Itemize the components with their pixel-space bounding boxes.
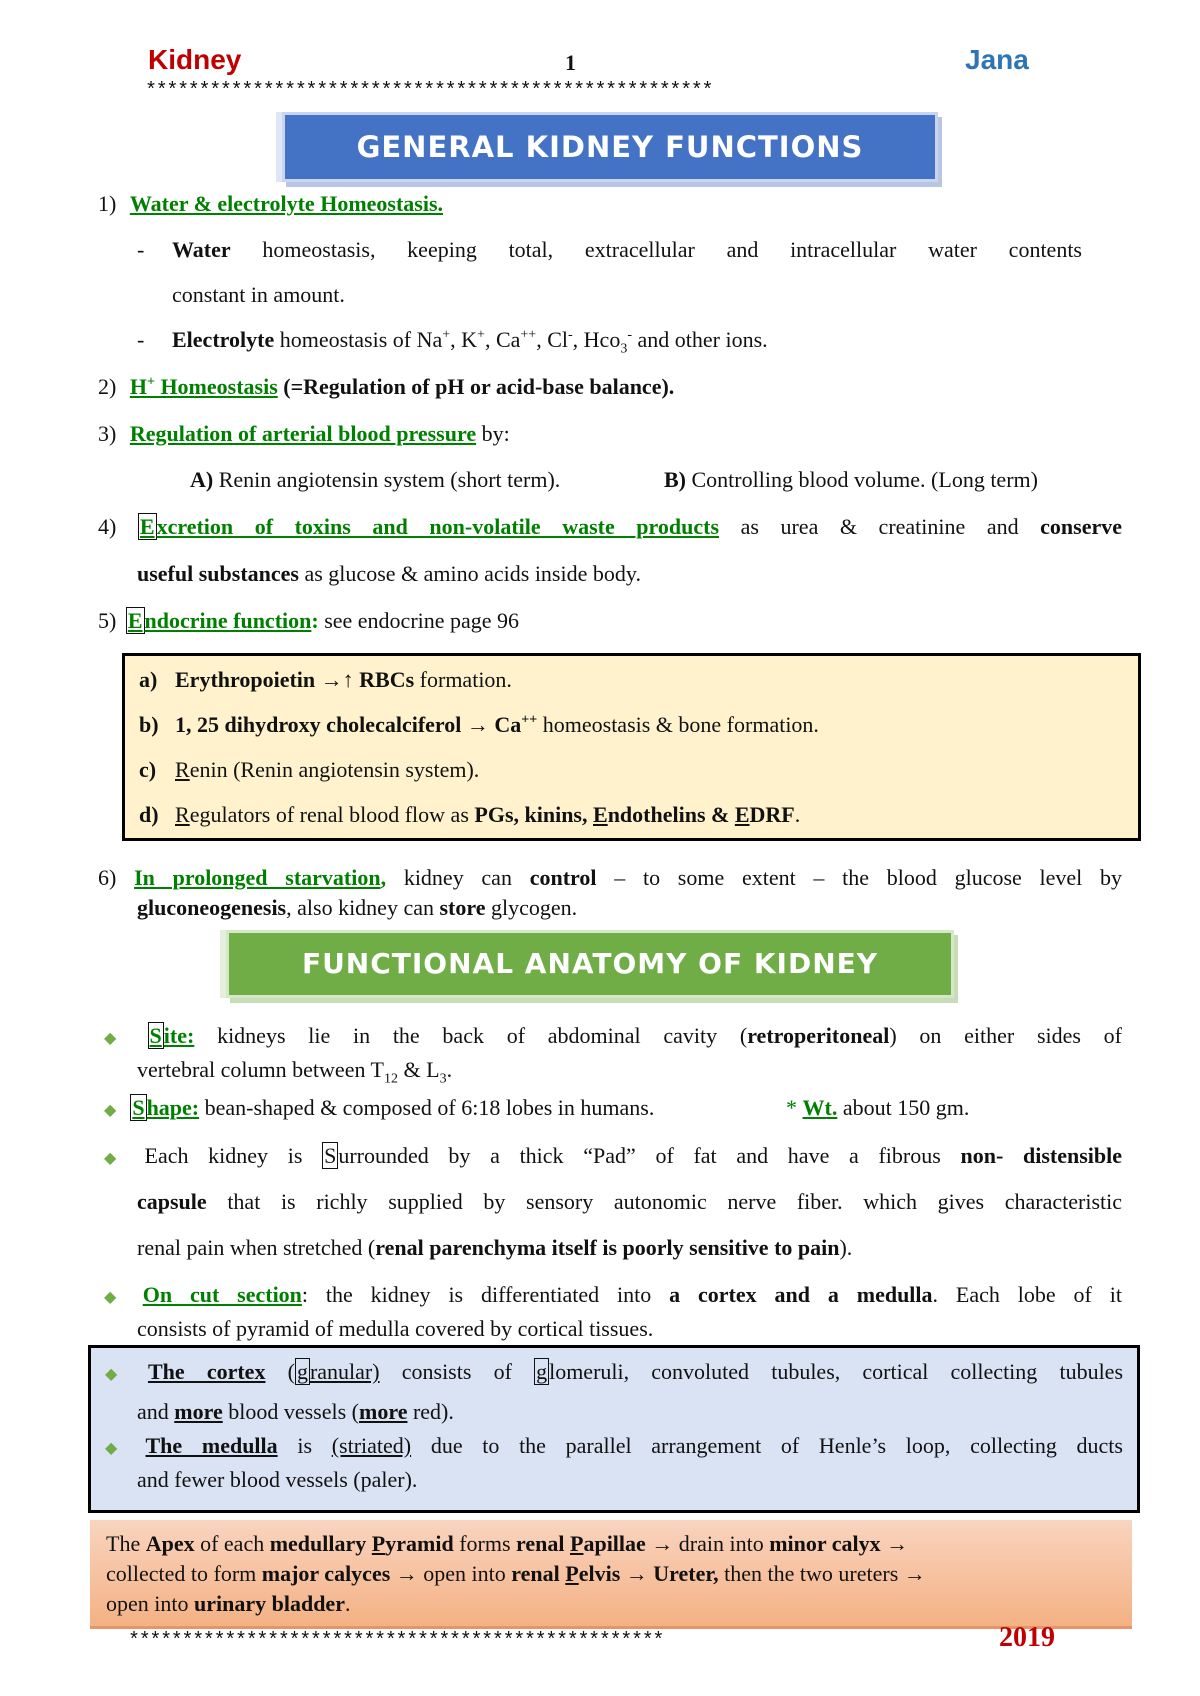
diamond-bullet-icon: ◆ [104, 1150, 131, 1167]
diamond-bullet-icon: ◆ [105, 1440, 132, 1457]
boxed-letter: E [139, 514, 155, 539]
text: ranular) [309, 1359, 380, 1384]
electrolyte-dash: - [137, 327, 145, 352]
item-4-bold: conserve [1040, 514, 1123, 539]
bold: more [174, 1399, 223, 1424]
h-char: H [129, 374, 147, 399]
text: collected to form [106, 1561, 262, 1586]
sub-label: B) [664, 467, 686, 492]
underlined-letter: P [570, 1531, 584, 1556]
urine-pathway-box [90, 1520, 1132, 1629]
footer-star-divider: ************************************************** [128, 1630, 664, 1653]
text: due to the parallel arrangement of Henle’s loop, collecting ducts [411, 1433, 1123, 1458]
diamond-bullet-icon: ◆ [105, 1366, 134, 1383]
weight-heading: Wt. [802, 1095, 838, 1120]
text: urrounded by a thick “Pad” of fat and have a fibrous [338, 1143, 961, 1168]
bold: Erythropoietin [175, 667, 321, 692]
text: : the kidney is differentiated into [301, 1282, 670, 1307]
item-1-heading [98, 190, 443, 218]
bold: major calyces [261, 1561, 391, 1586]
sup: ++ [521, 712, 538, 728]
item-4-rest: as urea & creatinine and [719, 514, 1041, 539]
bold: non- distensible [960, 1143, 1122, 1168]
water-homeostasis-line1 [172, 236, 1082, 264]
shape-line [104, 1094, 654, 1125]
item-heading-text: Regulation of arterial blood pressure [129, 421, 477, 446]
item-5-rest: see endocrine page 96 [318, 608, 520, 633]
bold: Ureter, [653, 1561, 719, 1586]
sup: + [477, 327, 485, 343]
bold: retroperitoneal [747, 1023, 890, 1048]
text: ). [839, 1235, 853, 1260]
item-3-rest: by: [476, 421, 510, 446]
boxed-letter: S [149, 1023, 162, 1048]
bold: ndothelins & [607, 802, 735, 827]
pathway-line1 [106, 1530, 908, 1558]
item-3-heading [98, 420, 510, 448]
bold: PGs, kinins, [474, 802, 593, 827]
bold: control [529, 865, 597, 890]
h-text: hape: [146, 1095, 200, 1120]
h-text: ndocrine function [144, 608, 312, 633]
sup: - [627, 327, 632, 343]
item-6-line1 [98, 864, 1122, 892]
electrolyte-homeostasis-line [172, 326, 768, 357]
comma: , [380, 865, 387, 890]
cut-section-line2: consists of pyramid of medulla covered by cortical tissues. [137, 1316, 654, 1341]
bold: useful substances [137, 561, 299, 586]
text: vertebral column between T [137, 1057, 384, 1082]
text: (striated) [331, 1433, 412, 1458]
bold: 1, 25 dihydroxy cholecalciferol [175, 712, 467, 737]
bold: urinary bladder [194, 1591, 345, 1616]
electrolyte-bold: Electrolyte [172, 327, 275, 352]
endocrine-item-d [139, 801, 800, 829]
cortex-line1 [105, 1358, 1123, 1389]
sub-label: A) [190, 467, 214, 492]
bold: yramid [385, 1531, 454, 1556]
diamond-bullet-icon: ◆ [104, 1030, 134, 1047]
header-chapter-title: Kidney [148, 44, 242, 75]
page-number: 1 [565, 50, 576, 75]
section-banner-general-functions: GENERAL KIDNEY FUNCTIONS [282, 112, 938, 182]
arrow-up-icon: →↑ [320, 667, 354, 692]
weight-note [786, 1094, 969, 1122]
header-star-divider: ***************************************************** [145, 80, 713, 103]
endocrine-functions-box [122, 653, 1141, 841]
text: . [344, 1591, 351, 1616]
medulla-line1 [105, 1432, 1123, 1463]
sub: 12 [384, 1071, 398, 1087]
bold: elvis [578, 1561, 621, 1586]
item-2-heading [98, 373, 674, 401]
item-4-line2 [137, 560, 641, 588]
bold: more [359, 1399, 408, 1424]
item-number: 2) [98, 374, 117, 399]
underlined-letter: R [175, 802, 190, 827]
item-heading-text: In prolonged starvation [134, 865, 381, 890]
text: forms [453, 1531, 517, 1556]
item-heading-text [130, 374, 278, 399]
text: of each [194, 1531, 270, 1556]
text: is [277, 1433, 332, 1458]
water-homeostasis-line2: constant in amount. [172, 282, 345, 307]
sup: ++ [520, 327, 537, 343]
item-number: 4) [98, 514, 117, 539]
text: → [620, 1561, 654, 1586]
elec-text: , Hco [572, 327, 621, 352]
text: red). [407, 1399, 454, 1424]
label: a) [139, 667, 158, 692]
item-3-sub-a [190, 466, 560, 494]
item-number: 5) [98, 608, 117, 633]
text: kidneys lie in the back of abdominal cavity ( [194, 1023, 748, 1048]
underlined-letter: P [371, 1531, 386, 1556]
boxed-letter: S [324, 1143, 337, 1168]
colon: : [311, 608, 319, 633]
boxed-letter: g [296, 1359, 308, 1384]
elec-text: , Ca [484, 327, 521, 352]
sub: 3 [620, 341, 628, 357]
arrow-right-icon: → [466, 712, 489, 737]
elec-text: , Cl [536, 327, 568, 352]
item-4-line1 [98, 513, 1122, 541]
h-text: ite: [163, 1023, 195, 1048]
text: bean-shaped & composed of 6:18 lobes in humans. [199, 1095, 655, 1120]
boxed-letter: g [536, 1359, 548, 1384]
footer-year: 2019 [999, 1622, 1055, 1653]
surround-line2 [137, 1188, 1122, 1216]
elec-text: , K [450, 327, 478, 352]
water-bold: Water [172, 237, 231, 262]
boxed-letter: S [132, 1095, 145, 1120]
bold: DRF [749, 802, 795, 827]
text: blood vessels ( [222, 1399, 359, 1424]
item-heading-text: Water & electrolyte Homeostasis. [129, 191, 444, 216]
sub: 3 [439, 1071, 447, 1087]
bold: apillae [583, 1531, 646, 1556]
item-3-sub-b [664, 466, 1038, 494]
text: → open into [390, 1561, 512, 1586]
diamond-bullet-icon: ◆ [104, 1289, 129, 1306]
bold: store [439, 895, 486, 920]
sup: + [146, 374, 155, 390]
text: kidney can [386, 865, 530, 890]
sup: - [568, 327, 573, 343]
text: . [794, 802, 801, 827]
text: ) on either sides of [889, 1023, 1123, 1048]
cortex-line2 [137, 1398, 454, 1426]
text: open into [106, 1591, 194, 1616]
sub-text: Renin angiotensin system (short term). [213, 467, 561, 492]
item-number: 1) [98, 191, 117, 216]
text: → drain into [645, 1531, 770, 1556]
text: – to some extent – the blood glucose level by [596, 865, 1123, 890]
item-2-rest: (=Regulation of pH or acid-base balance). [277, 374, 675, 399]
text: , also kidney can [286, 895, 440, 920]
text: homeostasis & bone formation. [537, 712, 819, 737]
label: d) [139, 802, 159, 827]
site-heading [148, 1022, 195, 1049]
header-author: Jana [965, 44, 1029, 75]
bold: renal parenchyma itself is poorly sensitive to pain [375, 1235, 840, 1260]
text: renal pain when stretched ( [137, 1235, 376, 1260]
cortex-medulla-box [88, 1345, 1140, 1513]
h-text: xcretion of toxins and non-volatile waste products [156, 514, 720, 539]
section-banner-functional-anatomy: FUNCTIONAL ANATOMY OF KIDNEY [226, 930, 954, 998]
text: consists of [379, 1359, 535, 1384]
sup: + [442, 327, 451, 343]
label: b) [139, 712, 159, 737]
underlined-letter: E [593, 802, 608, 827]
bold: Ca [488, 712, 522, 737]
diamond-bullet-icon: ◆ [104, 1102, 117, 1119]
item-6-line2 [137, 894, 577, 922]
text: and [137, 1399, 175, 1424]
shape-heading [130, 1094, 199, 1121]
text: then the two ureters → [718, 1561, 926, 1586]
site-line1 [104, 1022, 1122, 1053]
pathway-line3 [106, 1590, 350, 1618]
cut-section-line1 [104, 1281, 1122, 1312]
cut-heading: On cut section [142, 1282, 302, 1307]
surround-line1 [104, 1142, 1122, 1173]
bold: gluconeogenesis [137, 895, 287, 920]
item-number: 3) [98, 421, 117, 446]
item-number: 6) [98, 865, 117, 890]
underlined-letter: E [734, 802, 750, 827]
water-dash: - [137, 237, 145, 262]
site-line2 [137, 1056, 453, 1087]
bold: a cortex and a medulla [669, 1282, 933, 1307]
bold: Apex [145, 1531, 195, 1556]
text: enin (Renin angiotensin system). [189, 757, 480, 782]
text: egulators of renal blood flow as [189, 802, 475, 827]
endocrine-item-c [139, 756, 479, 784]
boxed-letter: E [127, 608, 143, 633]
item-heading-text [126, 608, 312, 633]
text: & L [398, 1057, 440, 1082]
text: as glucose & amino acids inside body. [298, 561, 641, 586]
elec-text: and other ions. [632, 327, 768, 352]
text: formation. [414, 667, 512, 692]
underlined-letter: P [565, 1561, 579, 1586]
text: . [446, 1057, 453, 1082]
bold: medullary [269, 1531, 372, 1556]
pathway-line2 [106, 1560, 926, 1588]
text: about 150 gm. [837, 1095, 970, 1120]
text: lomeruli, convoluted tubules, cortical collecting tubules [549, 1359, 1124, 1384]
item-heading-text [138, 513, 719, 540]
underlined-letter: R [175, 757, 190, 782]
text: ( [265, 1359, 295, 1384]
h-text: Homeostasis [154, 374, 278, 399]
text: that is richly supplied by sensory autonomic nerve fiber. which gives characteristic [206, 1189, 1122, 1214]
item-5-heading [98, 607, 519, 635]
medulla-heading: The medulla [145, 1433, 278, 1458]
bold: minor calyx [769, 1531, 881, 1556]
text: . Each lobe of it [932, 1282, 1122, 1307]
text: The [106, 1531, 146, 1556]
surround-line3 [137, 1234, 852, 1262]
text: glycogen. [485, 895, 578, 920]
cortex-heading: The cortex [147, 1359, 266, 1384]
bold: renal [511, 1561, 566, 1586]
endocrine-item-a [139, 666, 512, 694]
endocrine-item-b [139, 711, 819, 739]
text: → [880, 1531, 909, 1556]
bold: capsule [137, 1189, 207, 1214]
bold: renal [516, 1531, 570, 1556]
star: * [786, 1095, 803, 1120]
sub-text: Controlling blood volume. (Long term) [686, 467, 1038, 492]
water-text: homeostasis, keeping total, extracellular and intracellular water contents [230, 237, 1082, 262]
bold: RBCs [353, 667, 415, 692]
medulla-line2: and fewer blood vessels (paler). [137, 1467, 418, 1492]
text: Each kidney is [144, 1143, 323, 1168]
label: c) [139, 757, 157, 782]
elec-text: homeostasis of Na [274, 327, 443, 352]
